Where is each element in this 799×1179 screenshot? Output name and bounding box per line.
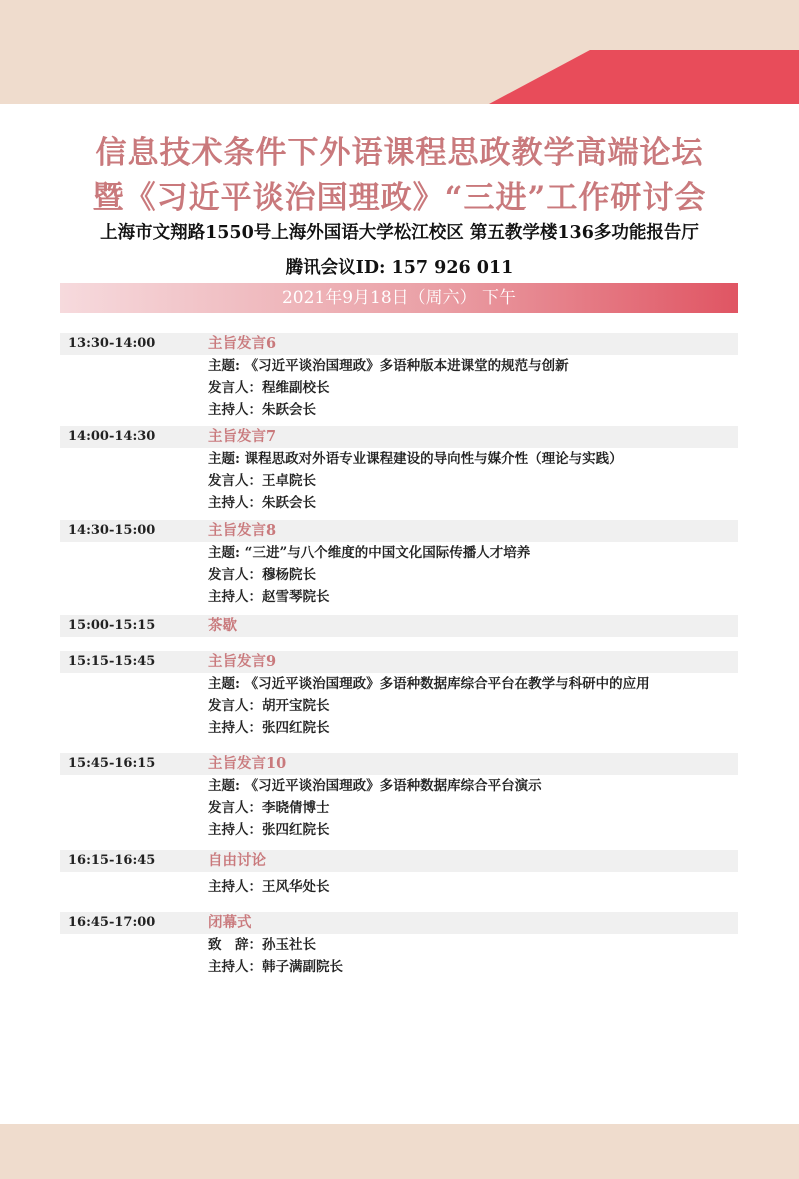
session-time: 14:30-15:00: [68, 523, 156, 538]
session-time: 16:15-16:45: [68, 853, 156, 868]
session-time: 15:45-16:15: [68, 756, 156, 771]
date-bar: [60, 283, 738, 313]
session-block: [60, 912, 738, 978]
session-speaker: 发言人：王卓院长: [208, 473, 316, 489]
page-title: 信息技术条件下外语课程思政教学高端论坛: [95, 135, 704, 171]
session-block: [60, 426, 738, 514]
session-speaker: 发言人：程维副校长: [208, 380, 330, 396]
session-title: 主旨发言7: [208, 428, 277, 445]
session-topic: 主题: 课程思政对外语专业课程建设的导向性与媒介性（理论与实践）: [208, 451, 623, 467]
session-topic: 主题: 《习近平谈治国理政》多语种数据库综合平台在教学与科研中的应用: [208, 676, 650, 692]
venue-address: 上海市文翔路1550号上海外国语大学松江校区 第五教学楼136多功能报告厅: [100, 223, 699, 243]
top-decor-band: [0, 0, 799, 104]
session-header: [60, 426, 738, 448]
session-title: 主旨发言6: [208, 335, 277, 352]
session-block: [60, 520, 738, 608]
session-title: 闭幕式: [208, 914, 252, 931]
session-time: 16:45-17:00: [68, 915, 156, 930]
session-block: [60, 651, 738, 739]
page-subtitle: 暨《习近平谈治国理政》“三进”工作研讨会: [92, 180, 707, 216]
session-header: [60, 753, 738, 775]
session-speaker: 发言人：李晓倩博士: [208, 800, 330, 816]
session-host: 主持人：韩子满副院长: [208, 959, 343, 975]
session-header: [60, 333, 738, 355]
session-block: [60, 333, 738, 421]
session-time: 15:15-15:45: [68, 654, 156, 669]
session-title: 自由讨论: [208, 852, 266, 869]
session-header: [60, 615, 738, 637]
session-host: 主持人：朱跃会长: [208, 402, 316, 418]
session-host: 主持人：张四红院长: [208, 822, 330, 838]
session-host: 主持人：王风华处长: [208, 879, 330, 895]
session-title: 茶歇: [208, 617, 237, 634]
session-topic: 主题: 《习近平谈治国理政》多语种版本进课堂的规范与创新: [208, 358, 569, 374]
session-time: 13:30-14:00: [68, 336, 156, 351]
meeting-id: 腾讯会议ID: 157 926 011: [285, 258, 514, 278]
session-block: [60, 850, 738, 898]
session-header: [60, 651, 738, 673]
session-host: 主持人：朱跃会长: [208, 495, 316, 511]
session-greeting: 致 辞：孙玉社长: [208, 937, 316, 953]
session-block: [60, 615, 738, 637]
session-time: 14:00-14:30: [68, 429, 156, 444]
session-title: 主旨发言9: [208, 653, 277, 670]
session-speaker: 发言人：穆杨院长: [208, 567, 316, 583]
session-host: 主持人：张四红院长: [208, 720, 330, 736]
session-header: [60, 520, 738, 542]
bottom-decor-band: [0, 1124, 799, 1179]
session-header: [60, 850, 738, 872]
session-time: 15:00-15:15: [68, 618, 156, 633]
session-title: 主旨发言10: [208, 755, 287, 772]
session-topic: 主题: “三进”与八个维度的中国文化国际传播人才培养: [208, 545, 531, 561]
session-topic: 主题: 《习近平谈治国理政》多语种数据库综合平台演示: [208, 778, 542, 794]
session-header: [60, 912, 738, 934]
red-corner-decor: [0, 0, 799, 104]
date-label: 2021年9月18日（周六） 下午: [281, 288, 517, 308]
session-block: [60, 753, 738, 841]
session-title: 主旨发言8: [208, 522, 277, 539]
session-host: 主持人：赵雪琴院长: [208, 589, 330, 605]
session-speaker: 发言人：胡开宝院长: [208, 698, 330, 714]
